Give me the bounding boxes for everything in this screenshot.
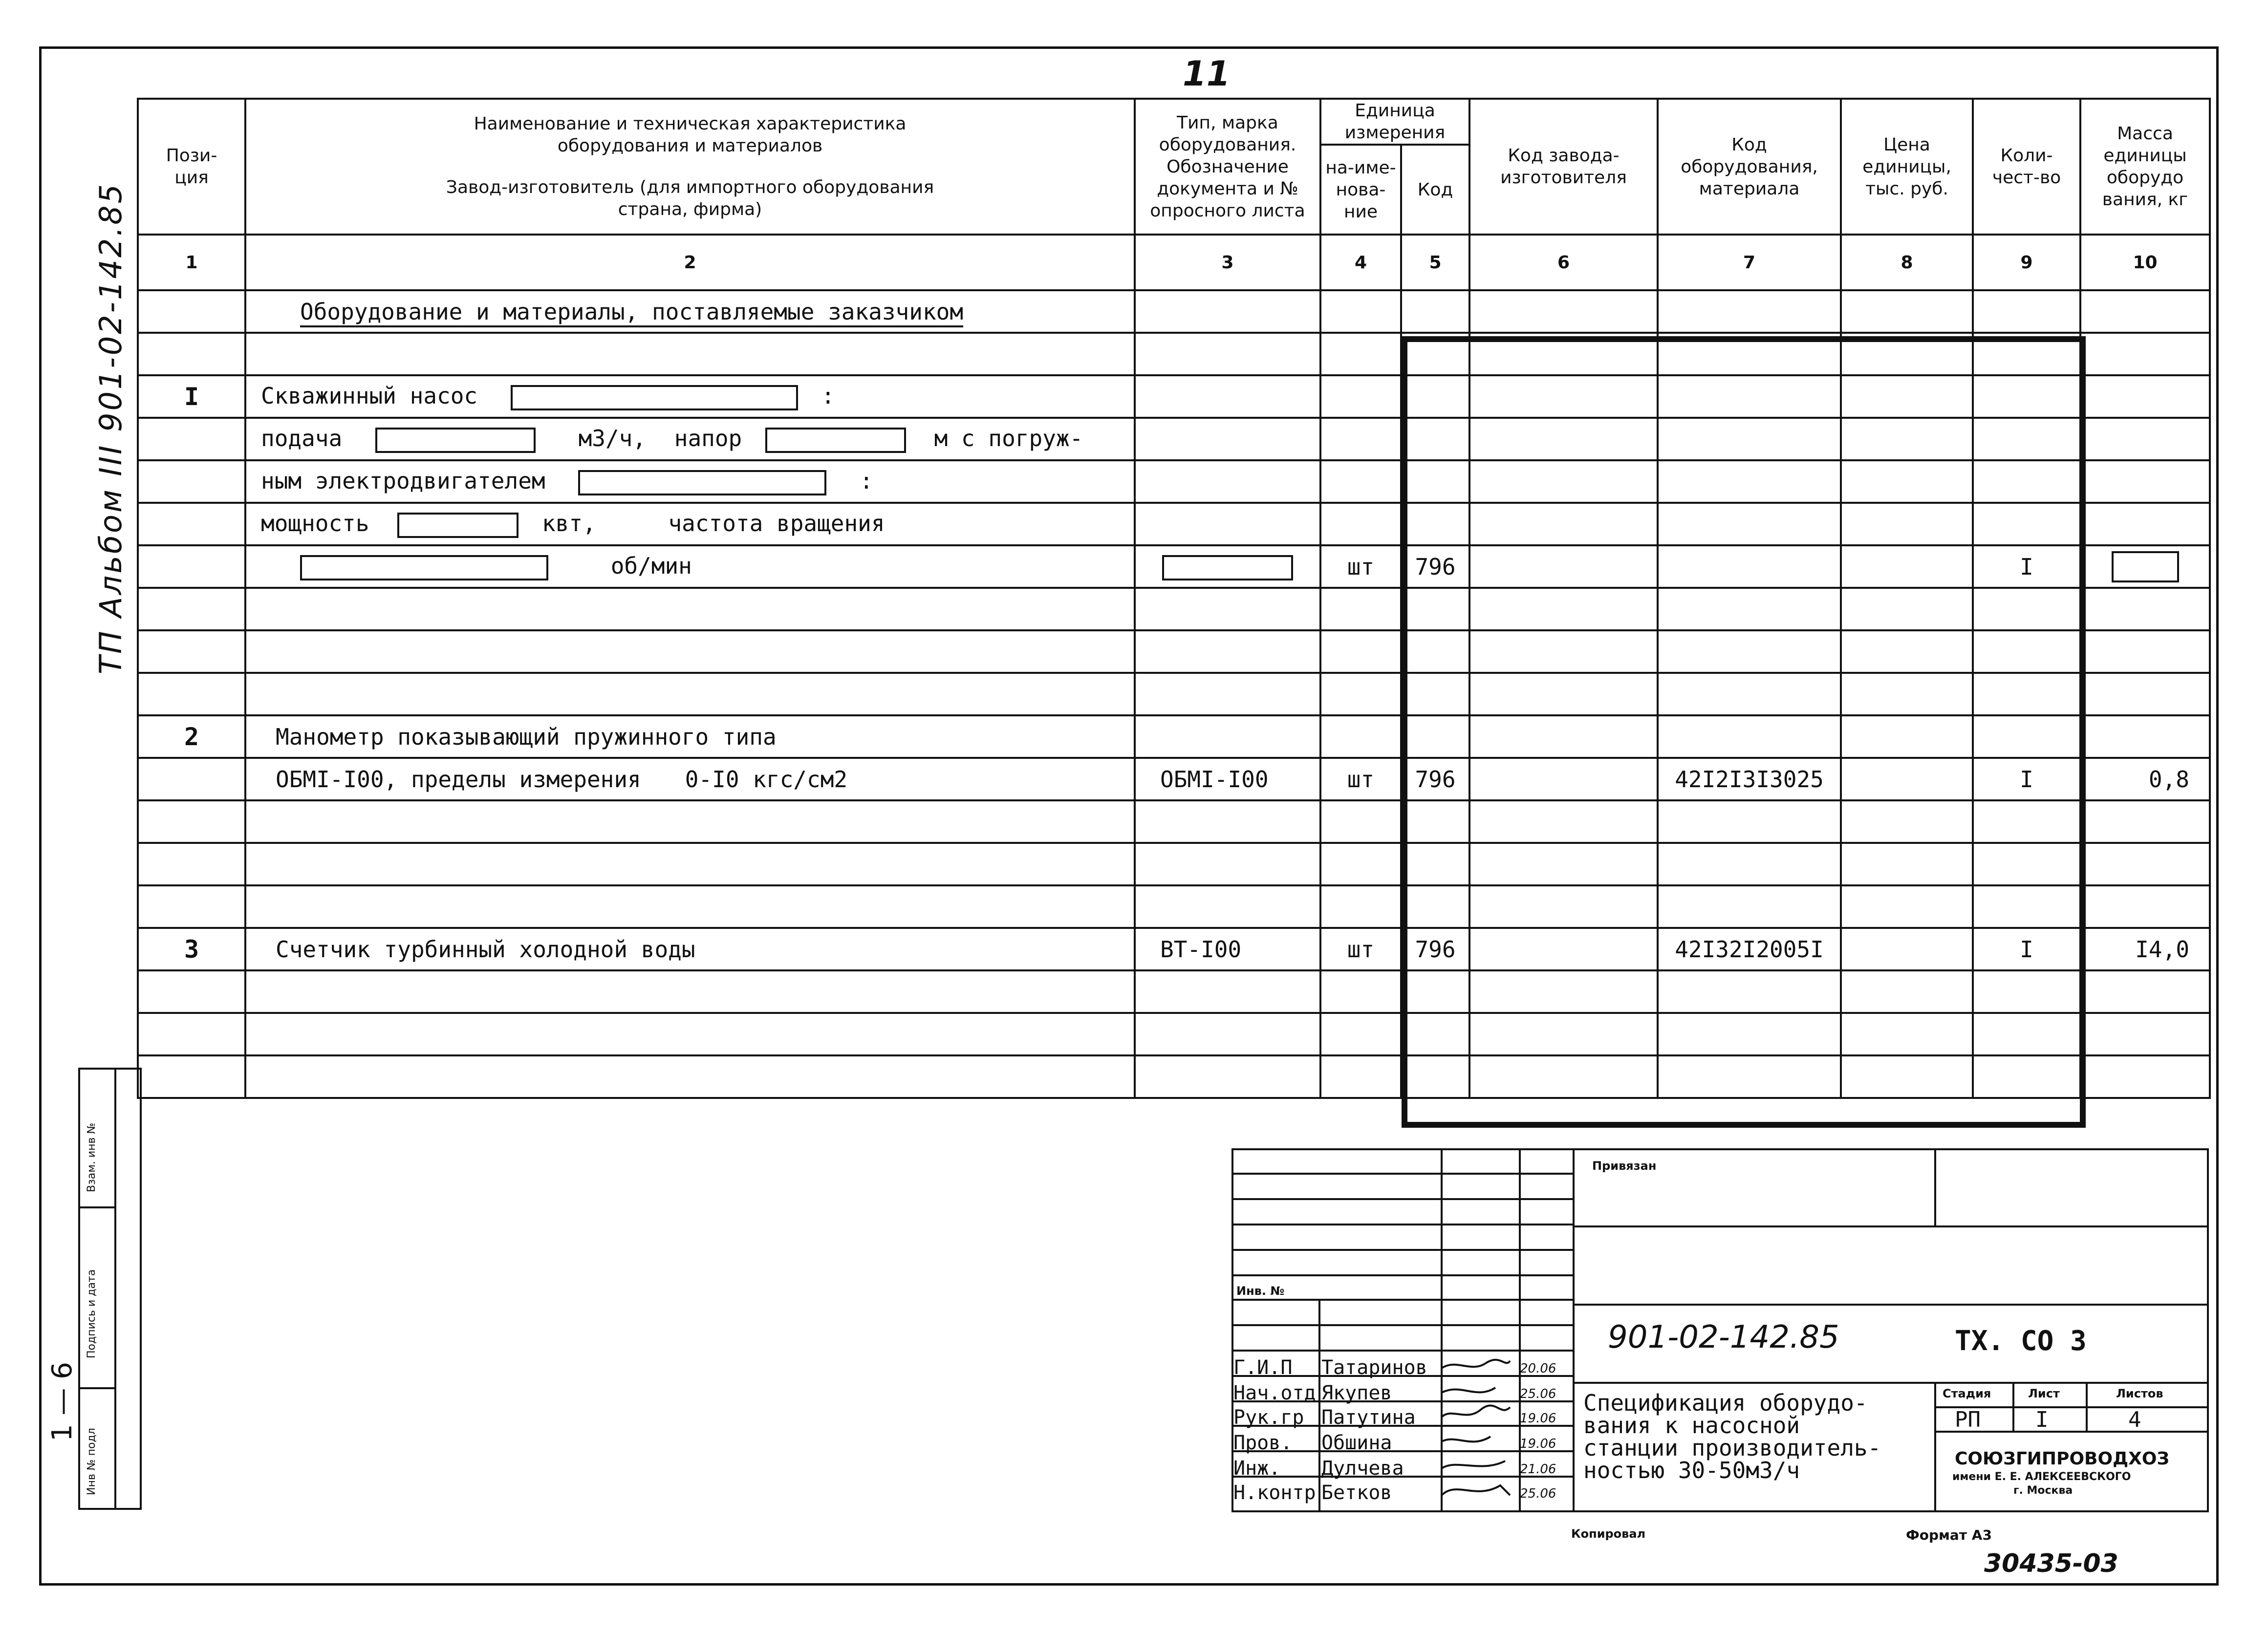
sheet-number: 11	[1183, 54, 1231, 94]
col-number: 5	[1401, 235, 1469, 290]
signature-date: 19.06	[1520, 1411, 1556, 1426]
person-name: Татаринов	[1321, 1356, 1427, 1379]
table-row: I Скважинный насос :	[138, 375, 2210, 418]
quantity: I	[1973, 758, 2080, 800]
mass: I4,0	[2080, 928, 2210, 970]
unit-code: 796	[1401, 928, 1469, 970]
header-unit-name: на-име-нова-ние	[1320, 145, 1401, 235]
archive-number: 30435-03	[1984, 1549, 2118, 1578]
type-mark: ВТ-I00	[1135, 928, 1320, 970]
table-row	[138, 1013, 2210, 1055]
sheet-label: Лист	[2028, 1387, 2060, 1400]
role: Инж.	[1233, 1457, 1281, 1480]
header-price: Цена единицы, тыс. руб.	[1841, 99, 1973, 235]
position-number: 3	[138, 928, 245, 970]
mass: 0,8	[2080, 758, 2210, 800]
organization-subtitle: имени Е. Е. АЛЕКСЕЕВСКОГО	[1952, 1471, 2131, 1483]
table-row	[138, 630, 2210, 673]
header-mass: Масса единицы оборудо вания, кг	[2080, 99, 2210, 235]
col-number: 9	[1973, 235, 2080, 290]
header-type: Тип, марка оборудования. Обозначение документа и № опросного листа	[1135, 99, 1320, 235]
header-unit: Единица измерения	[1320, 99, 1469, 145]
table-row	[138, 1055, 2210, 1098]
sheets-label: Листов	[2116, 1387, 2163, 1400]
stage-value: РП	[1955, 1407, 1981, 1432]
item-name: Счетчик турбинный холодной воды	[245, 928, 1135, 970]
table-row	[138, 290, 2210, 333]
header-position: Пози- ция	[138, 99, 245, 235]
signature-date: 25.06	[1520, 1387, 1556, 1401]
signature-date: 20.06	[1520, 1361, 1556, 1376]
organization-city: г. Москва	[2013, 1484, 2073, 1497]
role: Рук.гр	[1233, 1406, 1304, 1429]
col-number: 4	[1320, 235, 1401, 290]
specification-table	[137, 98, 2211, 1099]
left-mark: 1 — 6	[46, 1362, 78, 1441]
format-label: Формат А3	[1906, 1527, 1992, 1543]
sheets-value: 4	[2128, 1407, 2141, 1432]
unit-name: шт	[1320, 928, 1401, 970]
position-number: 2	[138, 715, 245, 758]
document-title: Спецификация оборудо- вания к насосной станции производитель- ностью 30-50м3/ч	[1583, 1390, 1881, 1483]
person-name: Бетков	[1321, 1482, 1392, 1504]
col-number: 8	[1841, 235, 1973, 290]
table-row	[138, 588, 2210, 630]
col-number: 7	[1658, 235, 1841, 290]
role: Нач.отд	[1233, 1382, 1316, 1404]
table-row	[138, 333, 2210, 375]
album-label: ТП Альбом III 901-02-142.85	[93, 182, 129, 674]
header-name: Наименование и техническая характеристика оборудования и материалов Завод-изготовитель (для импортного оборудования страна, фирма)	[245, 99, 1135, 235]
item-name: Манометр показывающий пружинного типа	[245, 715, 1135, 758]
table-row	[138, 673, 2210, 715]
table-row	[138, 800, 2210, 843]
role: Пров.	[1233, 1432, 1293, 1454]
header-equipment-code: Код оборудования, материала	[1658, 99, 1841, 235]
blank-field	[375, 428, 536, 453]
equipment-code: 42I32I2005I	[1658, 928, 1841, 970]
blank-field	[397, 513, 518, 538]
table-row: подача м3/ч, напор м с погруж-	[138, 418, 2210, 460]
binding-label-replace: Взам. инв №	[86, 1122, 98, 1192]
col-number: 10	[2080, 235, 2210, 290]
col-number: 1	[138, 235, 245, 290]
blank-field	[765, 428, 906, 453]
header-factory-code: Код завода-изготовителя	[1469, 99, 1658, 235]
table-row: ным электродвигателем :	[138, 460, 2210, 503]
sheet-value: I	[2035, 1407, 2049, 1432]
person-name: Обшина	[1321, 1432, 1392, 1454]
col-number: 2	[245, 235, 1135, 290]
position-number: I	[138, 375, 245, 418]
inv-no-label: Инв. №	[1236, 1284, 1285, 1298]
signatures-image	[1437, 1354, 1515, 1510]
stage-label: Стадия	[1943, 1387, 1991, 1400]
blank-field	[578, 470, 826, 495]
header-quantity: Коли-чест-во	[1973, 99, 2080, 235]
organization-name: СОЮЗГИПРОВОДХОЗ	[1955, 1449, 2170, 1469]
unit-code: 796	[1401, 545, 1469, 588]
unit-name: шт	[1320, 758, 1401, 800]
document-code: 901-02-142.85	[1608, 1319, 1839, 1355]
section-title: Оборудование и материалы, поставляемые заказчиком	[300, 298, 964, 325]
table-row: мощность квт, частота вращения	[138, 503, 2210, 545]
person-name: Якупев	[1321, 1382, 1392, 1404]
person-name: Дулчева	[1321, 1457, 1404, 1480]
col-number: 3	[1135, 235, 1320, 290]
binding-label-signature: Подпись и дата	[86, 1269, 98, 1358]
table-row	[138, 843, 2210, 885]
role: Г.И.П	[1233, 1356, 1293, 1379]
unit-code: 796	[1401, 758, 1469, 800]
header-unit-code: Код	[1401, 145, 1469, 235]
quantity: I	[1973, 928, 2080, 970]
role: Н.контр	[1233, 1482, 1316, 1504]
signature-date: 21.06	[1520, 1462, 1556, 1477]
signature-date: 19.06	[1520, 1437, 1556, 1451]
blank-field	[1162, 555, 1293, 580]
type-mark: ОБМI-I00	[1135, 758, 1320, 800]
table-row	[138, 715, 2210, 758]
equipment-code: 42I2I3I3025	[1658, 758, 1841, 800]
blank-field	[2112, 551, 2179, 582]
unit-name: шт	[1320, 545, 1401, 588]
table-row	[138, 928, 2210, 970]
table-row	[138, 885, 2210, 928]
table-row: ОБМI-I00, пределы измерения 0-I0 кгс/см2 ОБМI-I00 шт 796 42I2I3I3025 I 0,8	[138, 758, 2210, 800]
binding-label-inventory: Инв № подл	[86, 1428, 98, 1495]
privyazan-label: Привязан	[1592, 1159, 1657, 1173]
blank-field	[511, 385, 798, 410]
blank-field	[300, 555, 548, 580]
quantity: I	[1973, 545, 2080, 588]
person-name: Патутина	[1321, 1406, 1416, 1429]
signature-date: 25.06	[1520, 1486, 1556, 1501]
table-row	[138, 970, 2210, 1013]
copied-label: Копировал	[1571, 1527, 1646, 1541]
col-number: 6	[1469, 235, 1658, 290]
document-mark: ТХ. СО 3	[1955, 1325, 2087, 1357]
table-row: об/мин шт 796 I	[138, 545, 2210, 588]
